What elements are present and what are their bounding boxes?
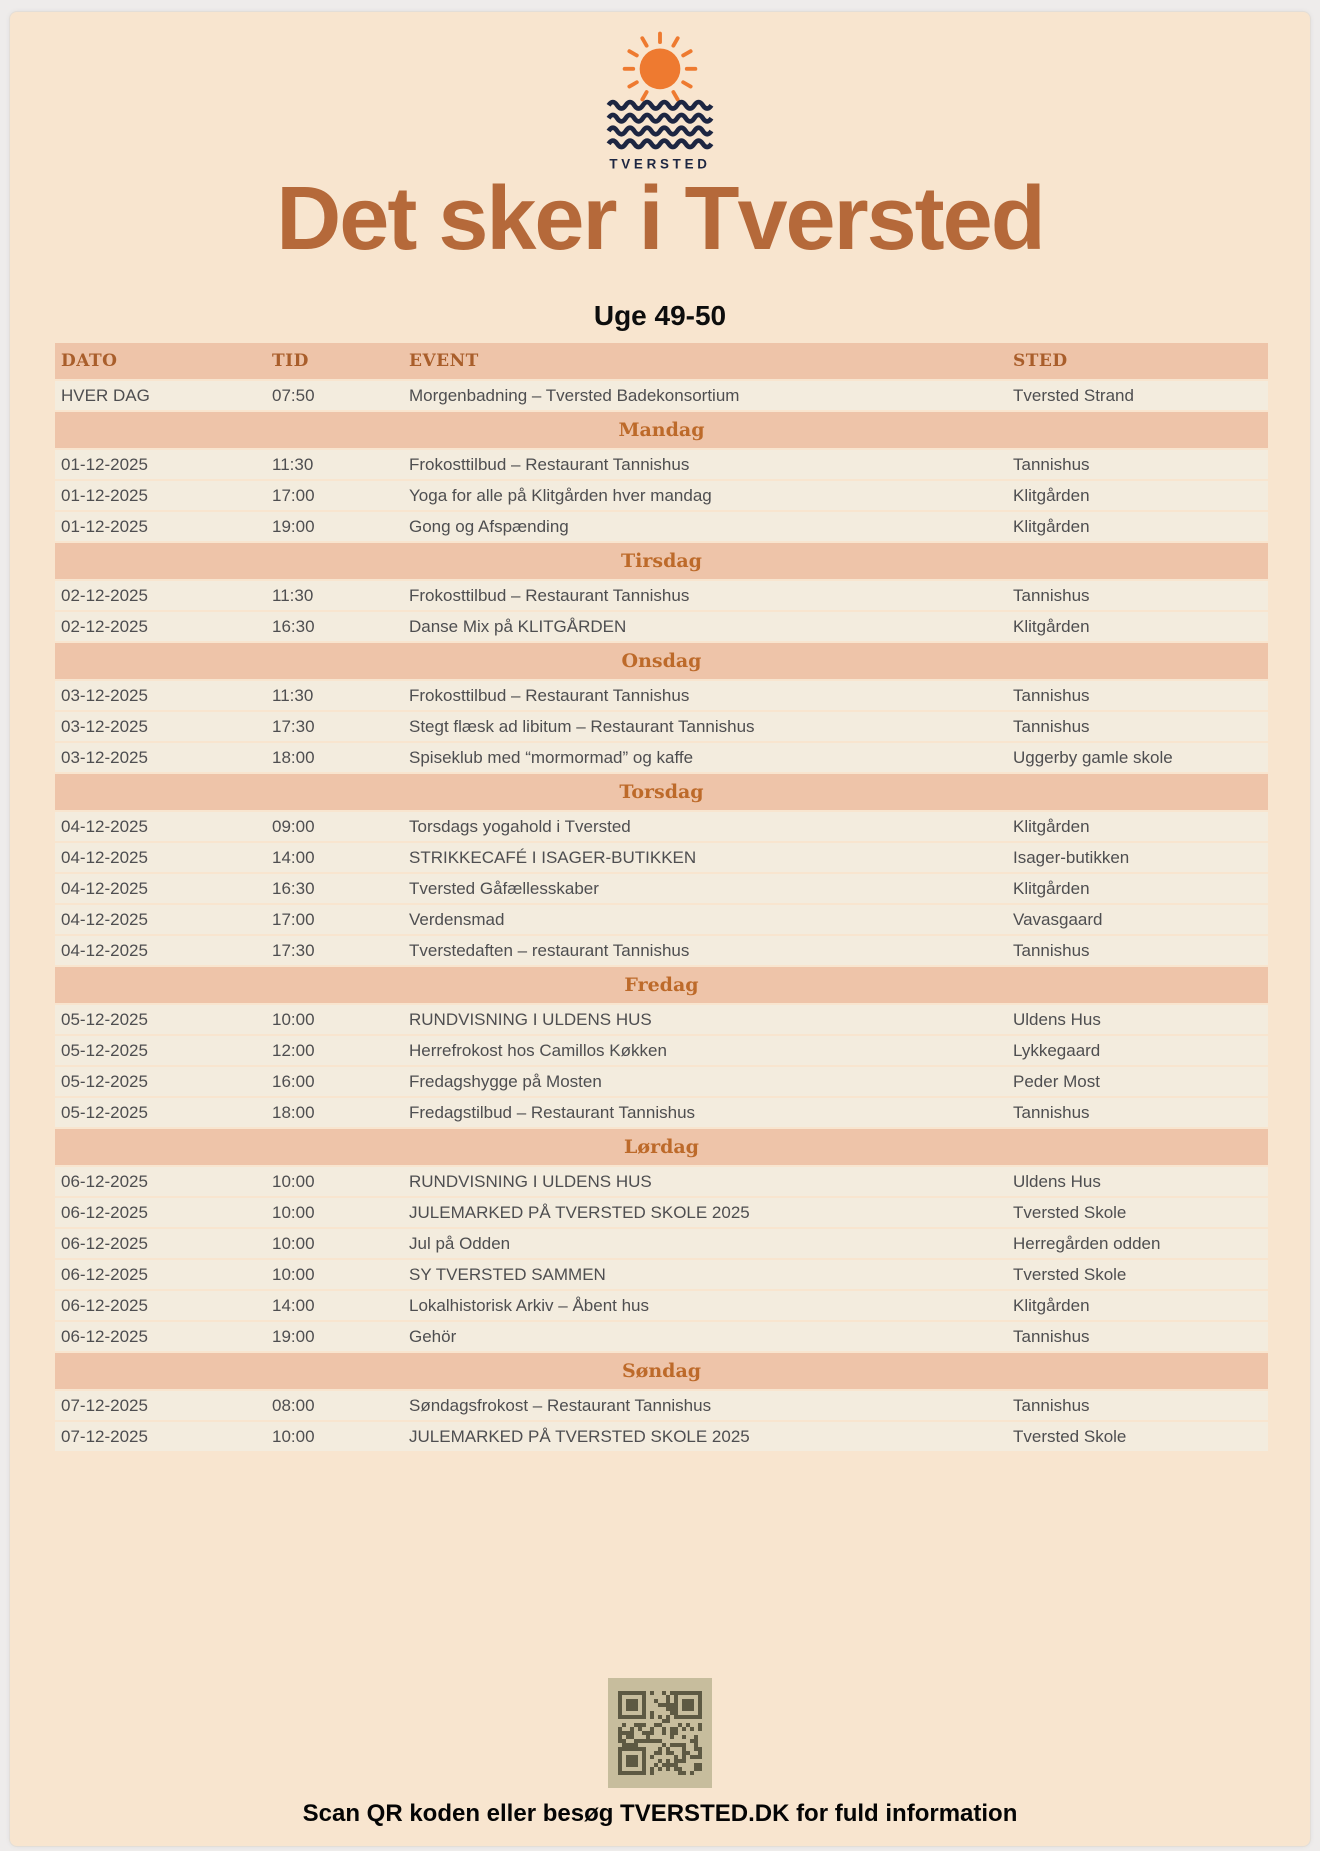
cell-dato: 01-12-2025 [61,516,148,536]
table-header-col-event: EVENT [409,351,479,371]
cell-tid: 08:00 [272,1395,315,1415]
cell-tid: 19:00 [272,1326,315,1346]
cell-dato: 05-12-2025 [61,1102,148,1122]
cell-sted: Tannishus [1013,940,1090,960]
waves-icon [609,102,712,147]
cell-tid: 11:30 [272,585,314,605]
cell-sted: Peder Most [1013,1071,1100,1091]
cell-sted: Lykkegaard [1013,1040,1101,1060]
cell-sted: Vavasgaard [1013,909,1103,929]
table-row [55,481,1268,510]
cell-event: Danse Mix på KLITGÅRDEN [409,616,627,636]
cell-sted: Tversted Skole [1013,1264,1127,1284]
table-row [55,1391,1268,1420]
cell-sted: Uggerby gamle skole [1013,747,1173,767]
table-row [55,381,1268,410]
cell-dato: 02-12-2025 [61,616,148,636]
cell-event: Fredagstilbud – Restaurant Tannishus [409,1102,696,1122]
cell-event: Jul på Odden [409,1233,511,1253]
cell-event: Yoga for alle på Klitgården hver mandag [409,485,712,505]
cell-sted: Tannishus [1013,1395,1090,1415]
cell-tid: 17:00 [272,909,315,929]
cell-event: JULEMARKED PÅ TVERSTED SKOLE 2025 [409,1202,750,1222]
cell-tid: 16:30 [272,878,315,898]
cell-dato: 02-12-2025 [61,585,148,605]
cell-event: Søndagsfrokost – Restaurant Tannishus [409,1395,712,1415]
cell-sted: Klitgården [1013,516,1090,536]
page-title: Det sker i Tversted [276,169,1044,269]
cell-event: Morgenbadning – Tversted Badekonsortium [409,385,740,405]
event-schedule-table [55,343,1268,1451]
table-row [55,743,1268,772]
cell-event: Gehör [409,1326,457,1346]
cell-tid: 10:00 [272,1202,315,1222]
cell-event: SY TVERSTED SAMMEN [409,1264,606,1284]
table-row [55,712,1268,741]
cell-dato: 05-12-2025 [61,1040,148,1060]
cell-dato: 04-12-2025 [61,816,148,836]
cell-tid: 12:00 [272,1040,315,1060]
cell-tid: 10:00 [272,1233,315,1253]
week-subtitle: Uge 49-50 [593,300,727,331]
cell-tid: 10:00 [272,1009,315,1029]
day-header-onsdag: Onsdag [55,643,1268,679]
day-header-torsdag: Torsdag [55,774,1268,810]
cell-sted: Tannishus [1013,585,1090,605]
cell-dato: 06-12-2025 [61,1264,148,1284]
cell-sted: Klitgården [1013,485,1090,505]
cell-sted: Uldens Hus [1013,1171,1101,1191]
cell-dato: 04-12-2025 [61,909,148,929]
cell-sted: Tannishus [1013,1326,1090,1346]
table-header-col-tid: TID [272,351,309,371]
cell-tid: 17:30 [272,940,315,960]
cell-dato: 05-12-2025 [61,1009,148,1029]
table-row [55,1322,1268,1351]
cell-tid: 07:50 [272,385,315,405]
cell-event: Frokosttilbud – Restaurant Tannishus [409,585,690,605]
sun-over-waves-icon [593,26,727,176]
cell-event: RUNDVISNING I ULDENS HUS [409,1171,652,1191]
cell-event: Fredagshygge på Mosten [409,1071,602,1091]
day-header-lørdag: Lørdag [55,1129,1268,1165]
table-row [55,1260,1268,1289]
cell-event: Spiseklub med “mormormad” og kaffe [409,747,694,767]
cell-dato: 07-12-2025 [61,1426,148,1446]
cell-sted: Tannishus [1013,454,1090,474]
table-row [55,581,1268,610]
footer-note: Scan QR koden eller besøg TVERSTED.DK for fuld information [302,1800,1018,1827]
cell-sted: Tannishus [1013,685,1090,705]
table-row [55,843,1268,872]
table-row [55,1422,1268,1451]
cell-tid: 10:00 [272,1171,315,1191]
cell-dato: 04-12-2025 [61,878,148,898]
cell-tid: 11:30 [272,685,314,705]
cell-event: Verdensmad [409,909,505,929]
cell-dato: 01-12-2025 [61,485,148,505]
cell-tid: 10:00 [272,1264,315,1284]
cell-event: JULEMARKED PÅ TVERSTED SKOLE 2025 [409,1426,750,1446]
table-row [55,1167,1268,1196]
cell-sted: Klitgården [1013,1295,1090,1315]
cell-event: Frokosttilbud – Restaurant Tannishus [409,685,690,705]
cell-dato: HVER DAG [61,385,150,405]
table-row [55,450,1268,479]
cell-sted: Tannishus [1013,716,1090,736]
table-row [55,1005,1268,1034]
cell-dato: 07-12-2025 [61,1395,148,1415]
cell-event: Frokosttilbud – Restaurant Tannishus [409,454,690,474]
cell-dato: 03-12-2025 [61,747,148,767]
table-header-col-sted: STED [1013,351,1068,371]
table-row [55,1198,1268,1227]
qr-code [608,1678,712,1788]
table-row [55,1067,1268,1096]
day-header-mandag: Mandag [55,412,1268,448]
cell-event: Torsdags yogahold i Tversted [409,816,631,836]
cell-tid: 16:30 [272,616,315,636]
cell-sted: Herregården odden [1013,1233,1161,1253]
cell-dato: 05-12-2025 [61,1071,148,1091]
table-row [55,936,1268,965]
sun-icon [640,49,681,90]
table-row [55,612,1268,641]
cell-tid: 17:30 [272,716,315,736]
cell-event: Tverstedaften – restaurant Tannishus [409,940,690,960]
cell-tid: 16:00 [272,1071,315,1091]
cell-sted: Klitgården [1013,816,1090,836]
cell-dato: 06-12-2025 [61,1295,148,1315]
table-header-col-dato: DATO [61,351,118,371]
table-row [55,512,1268,541]
cell-sted: Uldens Hus [1013,1009,1101,1029]
cell-event: STRIKKECAFÉ I ISAGER-BUTIKKEN [409,847,697,867]
cell-dato: 06-12-2025 [61,1171,148,1191]
table-row [55,1291,1268,1320]
logo-wordmark: TVERSTED [609,156,711,172]
cell-dato: 06-12-2025 [61,1202,148,1222]
cell-event: Herrefrokost hos Camillos Køkken [409,1040,667,1060]
cell-dato: 03-12-2025 [61,716,148,736]
day-header-tirsdag: Tirsdag [55,543,1268,579]
cell-tid: 11:30 [272,454,314,474]
cell-tid: 14:00 [272,1295,315,1315]
poster [10,12,1310,1846]
cell-sted: Klitgården [1013,878,1090,898]
table-row [55,874,1268,903]
qr-code-pattern [614,1687,706,1779]
cell-sted: Tversted Skole [1013,1202,1127,1222]
cell-tid: 14:00 [272,847,315,867]
cell-tid: 18:00 [272,747,315,767]
cell-sted: Isager-butikken [1013,847,1130,867]
table-row [55,905,1268,934]
table-row [55,681,1268,710]
cell-sted: Klitgården [1013,616,1090,636]
table-row [55,812,1268,841]
table-row [55,1229,1268,1258]
cell-event: RUNDVISNING I ULDENS HUS [409,1009,652,1029]
table-row [55,1036,1268,1065]
cell-dato: 04-12-2025 [61,940,148,960]
cell-dato: 06-12-2025 [61,1326,148,1346]
cell-sted: Tversted Skole [1013,1426,1127,1446]
cell-dato: 03-12-2025 [61,685,148,705]
cell-dato: 06-12-2025 [61,1233,148,1253]
cell-event: Tversted Gåfællesskaber [409,878,599,898]
cell-dato: 04-12-2025 [61,847,148,867]
cell-tid: 17:00 [272,485,315,505]
cell-event: Stegt flæsk ad libitum – Restaurant Tannishus [409,716,755,736]
cell-dato: 01-12-2025 [61,454,148,474]
cell-sted: Tversted Strand [1013,385,1134,405]
cell-tid: 19:00 [272,516,315,536]
cell-tid: 09:00 [272,816,315,836]
table-row [55,1098,1268,1127]
day-header-fredag: Fredag [55,967,1268,1003]
cell-event: Gong og Afspænding [409,516,569,536]
cell-event: Lokalhistorisk Arkiv – Åbent hus [409,1295,650,1315]
cell-tid: 18:00 [272,1102,315,1122]
table-header-row [55,343,1268,379]
cell-sted: Tannishus [1013,1102,1090,1122]
cell-tid: 10:00 [272,1426,315,1446]
day-header-søndag: Søndag [55,1353,1268,1389]
